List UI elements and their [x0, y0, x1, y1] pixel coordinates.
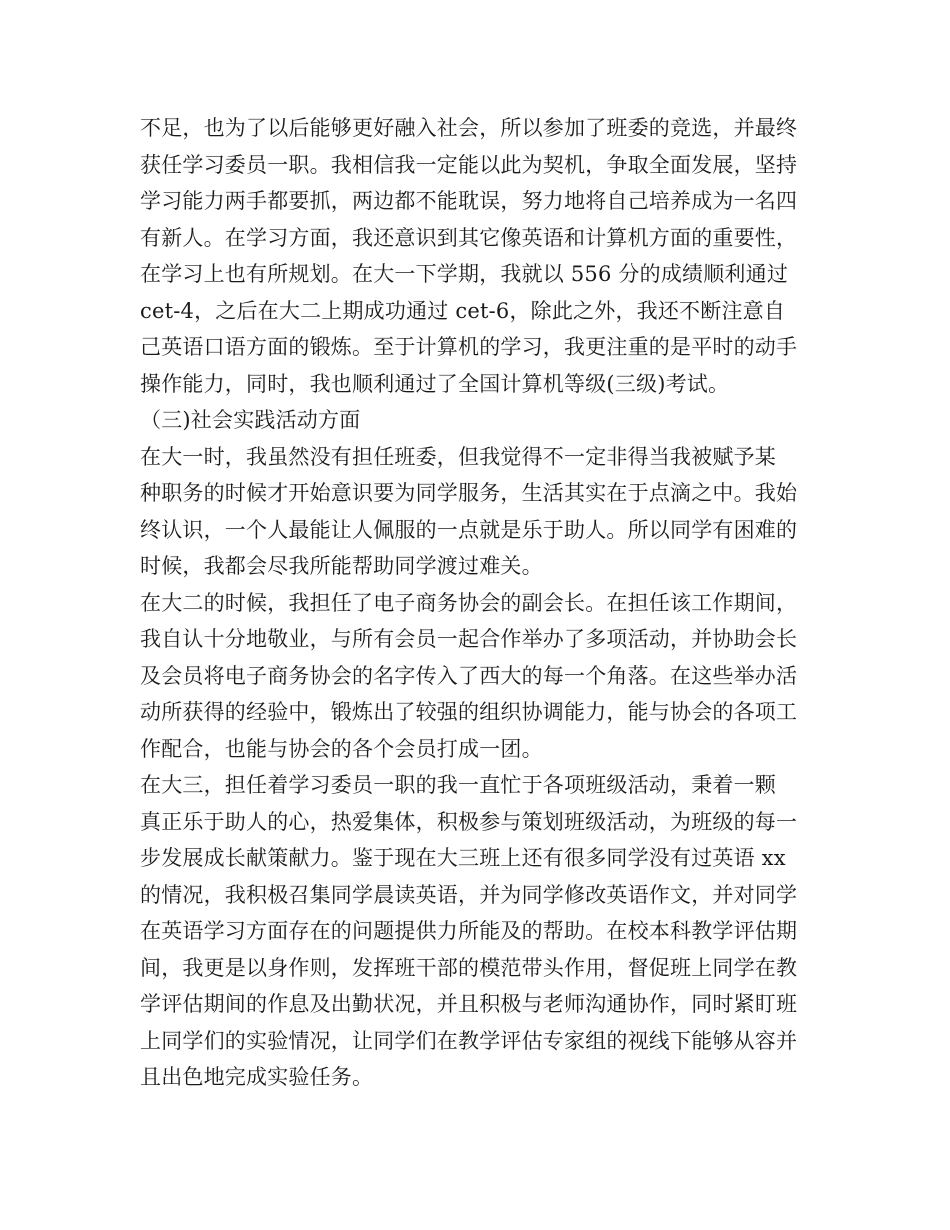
text-line: 获任学习委员一职。我相信我一定能以此为契机，争取全面发展，坚持 — [140, 152, 798, 177]
text-line: 作配合，也能与协会的各个会员打成一团。 — [140, 736, 543, 761]
text-line: 真正乐于助人的心，热爱集体，积极参与策划班级活动，为班级的每一 — [140, 809, 798, 834]
text-line: 在大三，担任着学习委员一职的我一直忙于各项班级活动，秉着一颗 — [140, 773, 776, 797]
text-line: 我自认十分地敬业，与所有会员一起合作举办了多项活动，并协助会长 — [140, 627, 798, 651]
text-line: 有新人。在学习方面，我还意识到其它像英语和计算机方面的重要性， — [140, 225, 798, 250]
text-line: 及会员将电子商务协会的名字传入了西大的每一个角落。在这些举办活 — [140, 663, 798, 688]
text-line: 在大一时，我虽然没有担任班委，但我觉得不一定非得当我被赋予某 — [140, 444, 776, 469]
text-line: 动所获得的经验中，锻炼出了较强的组织协调能力，能与协会的各项工 — [140, 700, 798, 724]
text-line: 不足，也为了以后能够更好融入社会，所以参加了班委的竞选，并最终 — [140, 116, 798, 140]
text-line: 间，我更是以身作则，发挥班干部的模范带头作用，督促班上同学在教 — [140, 955, 798, 980]
text-line: 学习能力两手都要抓，两边都不能耽误，努力地将自己培养成为一名四 — [140, 189, 798, 213]
text-line: 的情况，我积极召集同学晨读英语，并为同学修改英语作文，并对同学 — [140, 882, 798, 907]
text-line: cet-4，之后在大二上期成功通过 cet-6，除此之外，我还不断注意自 — [140, 298, 786, 323]
text-line: 在大二的时候，我担任了电子商务协会的副会长。在担任该工作期间， — [140, 590, 798, 615]
text-line: 己英语口语方面的锻炼。至于计算机的学习，我更注重的是平时的动手 — [140, 335, 798, 359]
text-line: 终认识，一个人最能让人佩服的一点就是乐于助人。所以同学有困难的 — [140, 517, 798, 542]
text-line: 且出色地完成实验任务。 — [140, 1065, 374, 1089]
text-line: 在学习上也有所规划。在大一下学期，我就以 556 分的成绩顺利通过 — [140, 262, 789, 286]
text-line: 步发展成长献策献力。鉴于现在大三班上还有很多同学没有过英语 xx — [140, 846, 786, 870]
document-body — [140, 110, 830, 1096]
text-line: 学评估期间的作息及出勤状况，并且积极与老师沟通协作，同时紧盯班 — [140, 992, 798, 1016]
text-line: 种职务的时候才开始意识要为同学服务，生活其实在于点滴之中。我始 — [140, 481, 798, 505]
text-line: 操作能力，同时，我也顺利通过了全国计算机等级(三级)考试。 — [140, 371, 730, 396]
text-line: 在英语学习方面存在的问题提供力所能及的帮助。在校本科教学评估期 — [140, 919, 798, 943]
section-heading: （三)社会实践活动方面 — [140, 408, 361, 432]
text-line: 上同学们的实验情况，让同学们在教学评估专家组的视线下能够从容并 — [140, 1028, 798, 1053]
text-line: 时候，我都会尽我所能帮助同学渡过难关。 — [140, 554, 543, 578]
